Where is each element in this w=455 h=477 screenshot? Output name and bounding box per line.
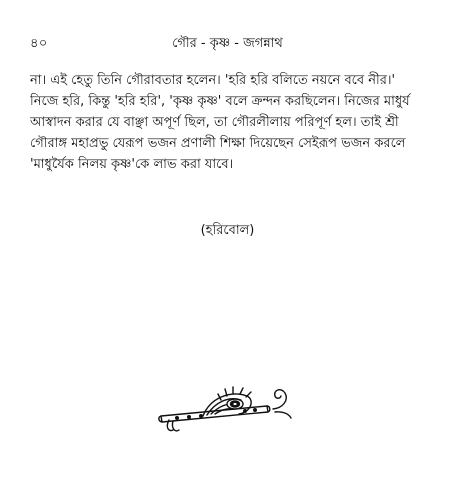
- page-header: [30, 34, 425, 56]
- paragraph-line: 'মাধুর্যৈক নিলয় কৃষ্ণ'কে লাভ করা যাবে।: [30, 157, 234, 172]
- paragraph-line: আস্বাদন করার যে বাঞ্ছা অপূর্ণ ছিল, তা গৌরলীলায় পরিপূর্ণ হল। তাই শ্রী: [30, 115, 399, 130]
- page-number: ৪০: [30, 36, 48, 51]
- running-title: গৌর - কৃষ্ণ - জগন্নাথ: [172, 36, 283, 51]
- paragraph-line: না। এই হেতু তিনি গৌরাবতার হলেন। 'হরি হরি বলিতে নয়নে ববে নীর।': [30, 73, 396, 88]
- closing-exclamation: (হরিবোল): [200, 223, 255, 238]
- paragraph-line: নিজে হরি, কিন্তু 'হরি হরি', 'কৃষ্ণ কৃষ্ণ' বলে ক্রন্দন করছিলেন। নিজের মাধুর্য: [30, 94, 410, 109]
- flute-peacock-feather-icon: [155, 378, 305, 438]
- paragraph-line: গৌরাঙ্গ মহাপ্রভু যেরূপ ভজন প্রণালী শিক্ষা দিয়েছেন সেইরূপ ভজন করলে: [30, 136, 406, 151]
- body-paragraph: [30, 70, 428, 175]
